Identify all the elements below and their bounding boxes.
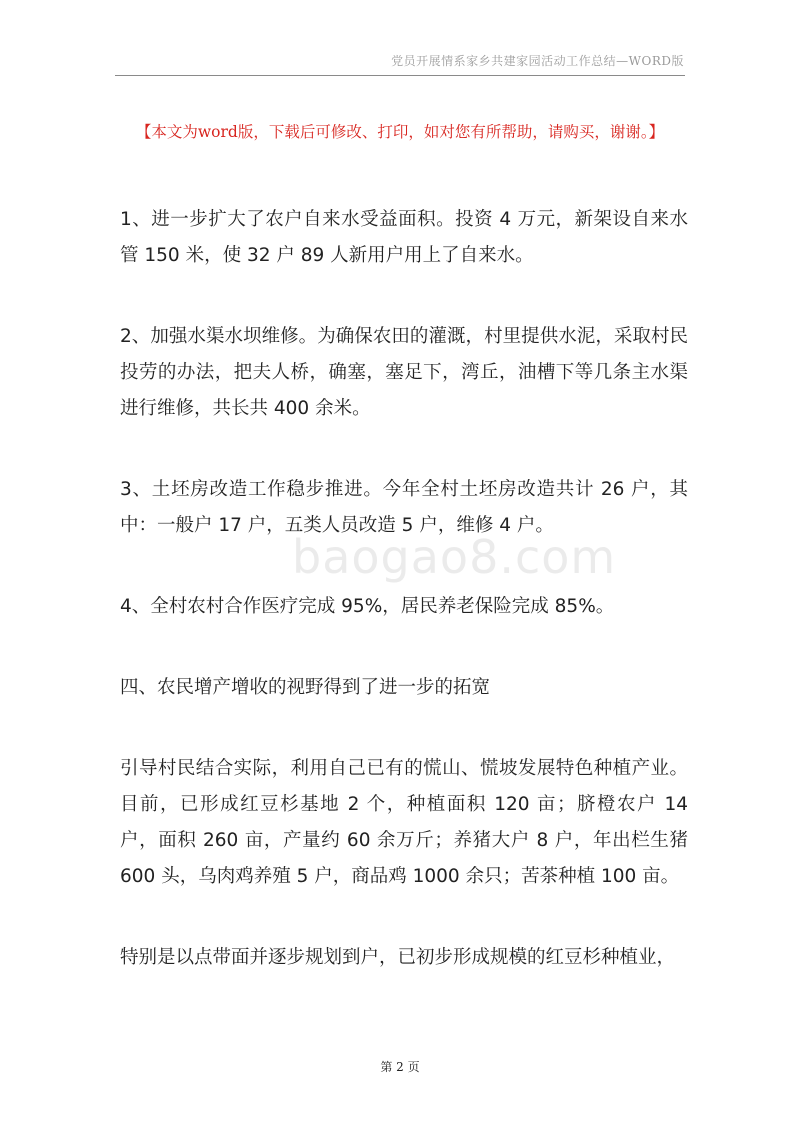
page-header-title: 党员开展情系家乡共建家园活动工作总结—WORD版 xyxy=(391,54,684,68)
section-heading-four: 四、农民增产增收的视野得到了进一步的拓宽 xyxy=(120,677,491,698)
paragraph-planting-industry: 引导村民结合实际，利用自己已有的慌山、慌坡发展特色种植产业。目前，已形成红豆杉基地 2 个，种植面积 120 亩；脐橙农户 14 户，面积 260 亩，产量约 60 余万斤；养猪大户 8 户，年出栏生猪 600 头，乌肉鸡养殖 5 户，商品鸡 1000 余只；苦茶种植 100 亩。 xyxy=(120,758,688,887)
paragraph-insurance: 4、全村农村合作医疗完成 95%，居民养老保险完成 85%。 xyxy=(120,596,615,617)
paragraph-yew-planting: 特别是以点带面并逐步规划到户，已初步形成规模的红豆杉种植业， xyxy=(120,947,676,968)
download-notice: 【本文为word版，下载后可修改、打印，如对您有所帮助，请购买，谢谢。】 xyxy=(135,123,665,141)
page-number: 第 2 页 xyxy=(380,1060,420,1074)
watermark: baogao8.com xyxy=(292,530,617,584)
paragraph-house-renovation: 3、土坯房改造工作稳步推进。今年全村土坯房改造共计 26 户，其中：一般户 17 户，五类人员改造 5 户，维修 4 户。 xyxy=(120,479,688,536)
header-divider xyxy=(115,75,685,76)
paragraph-canal-repair: 2、加强水渠水坝维修。为确保农田的灌溉，村里提供水泥，采取村民投劳的办法，把夫人桥，确塞，塞足下，湾丘，油槽下等几条主水渠进行维修，共长共 400 余米。 xyxy=(120,326,688,419)
document-body xyxy=(120,202,688,976)
paragraph-water-supply: 1、进一步扩大了农户自来水受益面积。投资 4 万元，新架设自来水管 150 米，使 32 户 89 人新用户用上了自来水。 xyxy=(120,209,688,266)
